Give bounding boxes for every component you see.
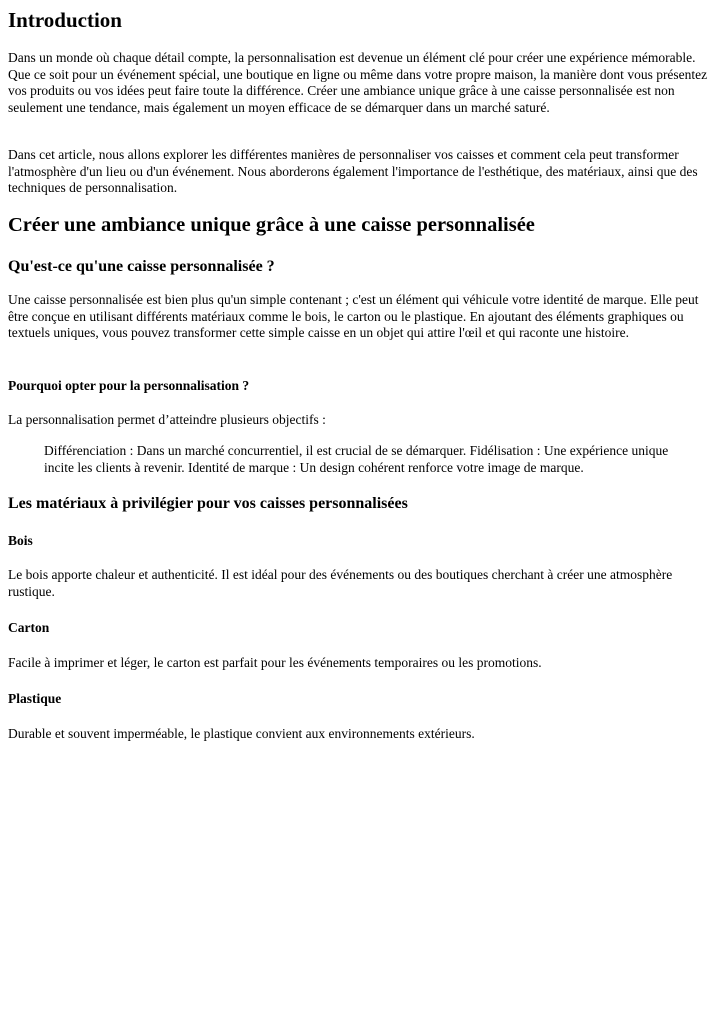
cardboard-paragraph: Facile à imprimer et léger, le carton est parfait pour les événements temporaires ou les promotions.	[8, 655, 542, 670]
cardboard-heading: Carton	[8, 620, 50, 635]
intro-heading: Introduction	[8, 8, 122, 32]
why-paragraph: La personnalisation permet d’atteindre plusieurs objectifs :	[8, 412, 326, 427]
materials-heading: Les matériaux à privilégier pour vos caisses personnalisées	[8, 495, 408, 512]
intro-paragraph-1: Dans un monde où chaque détail compte, la personnalisation est devenue un élément clé pour créer une expérience mémorable. Que ce soit pour un événement spécial, une boutique en ligne ou même dans votre propre maison, la manière dont vous présentez vos produits ou vos idées peut faire toute la différence. Créer une ambiance unique grâce à une caisse personnalisée est non seulement une tendance, mais également un moyen efficace de se démarquer dans un marché saturé.	[8, 50, 708, 115]
plastic-heading: Plastique	[8, 691, 62, 706]
what-paragraph: Une caisse personnalisée est bien plus qu'un simple contenant ; c'est un élément qui véhicule votre identité de marque. Elle peut être conçue en utilisant différents matériaux comme le bois, le carton ou le plastique. En ajoutant des éléments graphiques ou textuels uniques, vous pouvez transformer cette simple caisse en un objet qui attire l'œil et qui raconte une histoire.	[8, 292, 699, 340]
wood-heading: Bois	[8, 533, 33, 548]
main-heading: Créer une ambiance unique grâce à une caisse personnalisée	[8, 214, 535, 236]
plastic-paragraph: Durable et souvent imperméable, le plastique convient aux environnements extérieurs.	[8, 726, 475, 741]
why-heading: Pourquoi opter pour la personnalisation ?	[8, 378, 250, 393]
wood-paragraph: Le bois apporte chaleur et authenticité. Il est idéal pour des événements ou des boutiques cherchant à créer une atmosphère rustique.	[8, 567, 673, 599]
what-heading: Qu'est-ce qu'une caisse personnalisée ?	[8, 258, 275, 275]
intro-paragraph-2: Dans cet article, nous allons explorer les différentes manières de personnaliser vos caisses et comment cela peut transformer l'atmosphère d'un lieu ou d'un événement. Nous aborderons également l'importance de l'esthétique, des matériaux, ainsi que des techniques de personnalisation.	[8, 147, 698, 195]
why-blockquote: Différenciation : Dans un marché concurrentiel, il est crucial de se démarquer. Fidélisation : Une expérience unique incite les clients à revenir. Identité de marque : Un design cohérent renforce votre image de marque.	[44, 443, 669, 475]
